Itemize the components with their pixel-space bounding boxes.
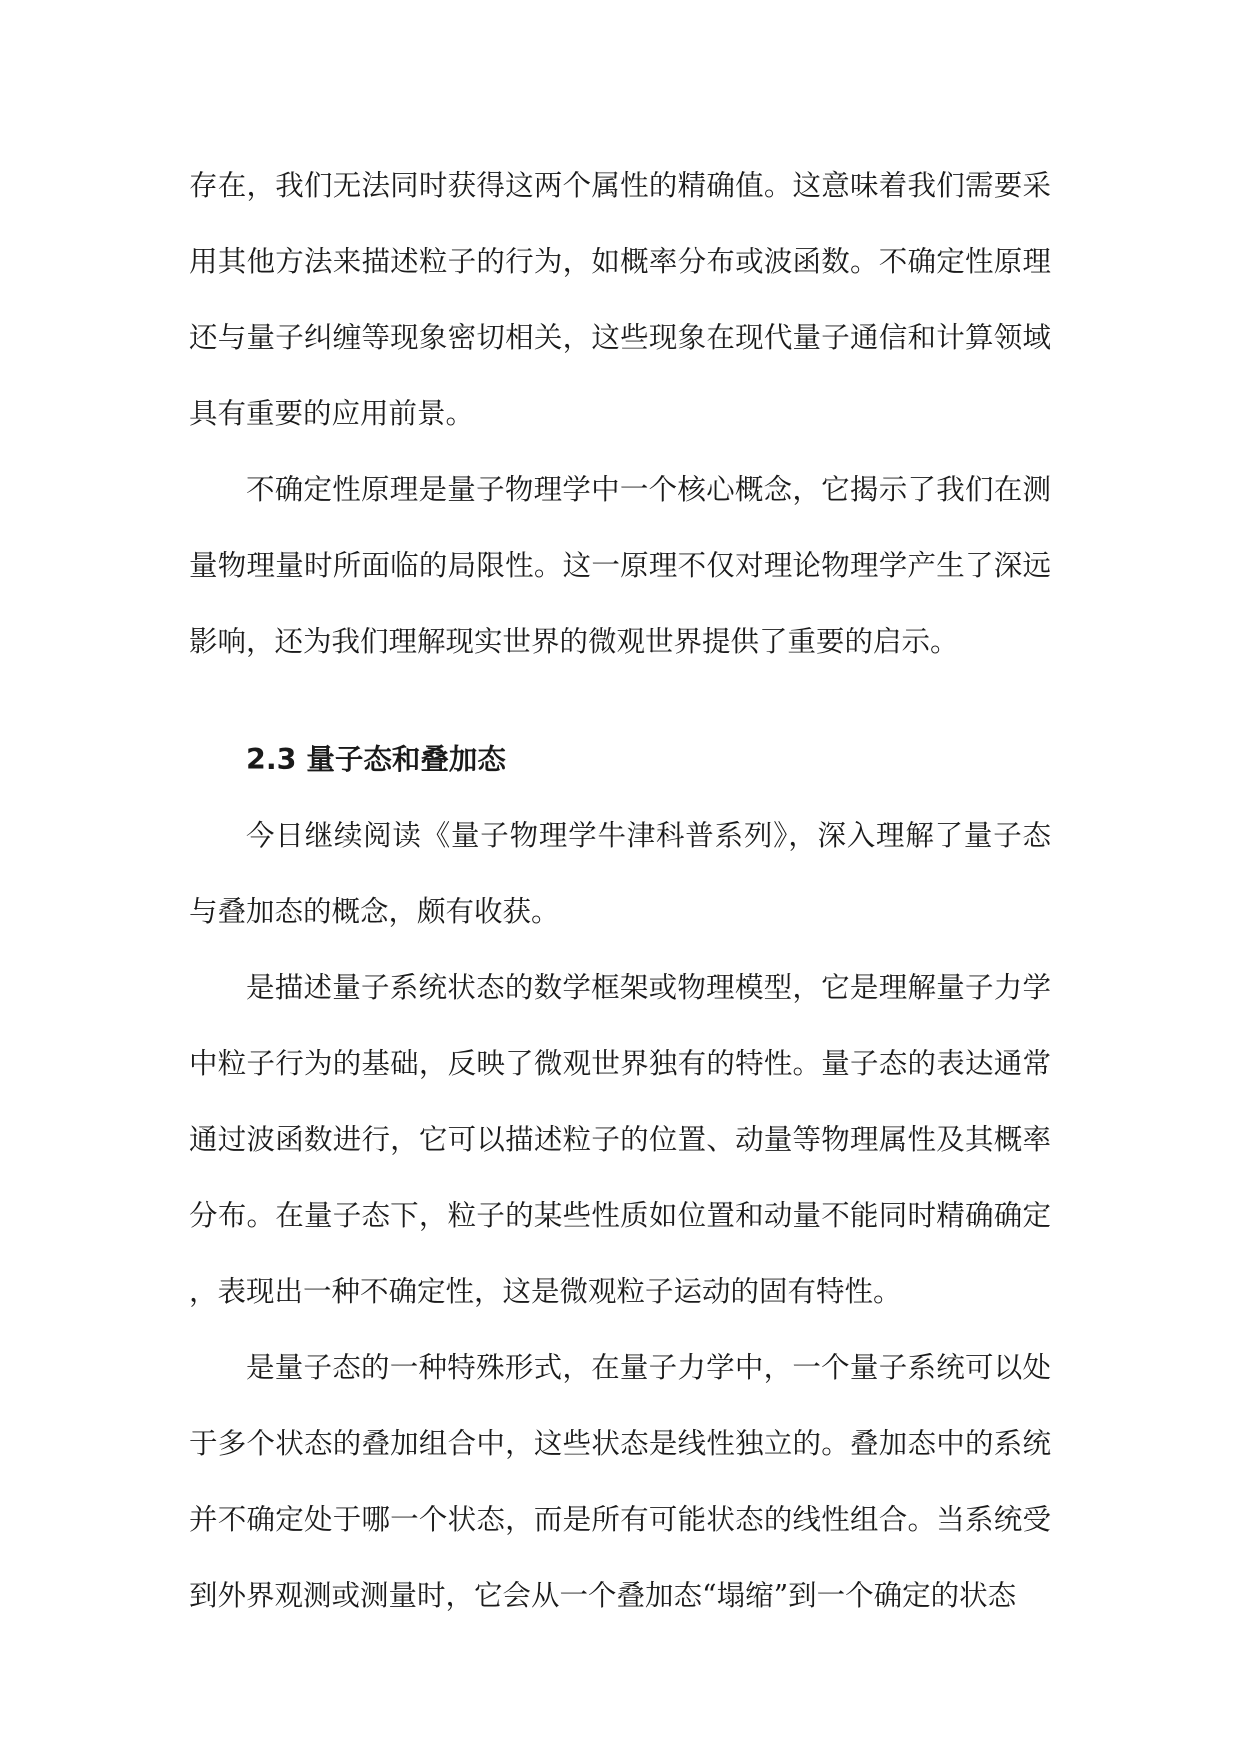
body-paragraph: 是描述量子系统状态的数学框架或物理模型，它是理解量子力学中粒子行为的基础，反映了微观世界独有的特性。量子态的表达通常通过波函数进行，它可以描述粒子的位置、动量等物理属性及其概率分布。在量子态下，粒子的某些性质如位置和动量不能同时精确确定，表现出一种不确定性，这是微观粒子运动的固有特性。 xyxy=(189,971,1051,1308)
section-spacer xyxy=(189,680,1051,722)
section-heading: 2.3 量子态和叠加态 xyxy=(246,743,506,776)
body-paragraph: 今日继续阅读《量子物理学牛津科普系列》，深入理解了量子态与叠加态的概念，颇有收获。 xyxy=(189,819,1051,928)
body-paragraph: 是量子态的一种特殊形式，在量子力学中，一个量子系统可以处于多个状态的叠加组合中，这些状态是线性独立的。叠加态中的系统并不确定处于哪一个状态，而是所有可能状态的线性组合。当系统受到外界观测或测量时，它会从一个叠加态“塌缩”到一个确定的状态 xyxy=(189,1351,1051,1612)
body-paragraph: 不确定性原理是量子物理学中一个核心概念，它揭示了我们在测量物理量时所面临的局限性。这一原理不仅对理论物理学产生了深远影响，还为我们理解现实世界的微观世界提供了重要的启示。 xyxy=(189,473,1051,658)
body-paragraph: 存在，我们无法同时获得这两个属性的精确值。这意味着我们需要采用其他方法来描述粒子的行为，如概率分布或波函数。不确定性原理还与量子纠缠等现象密切相关，这些现象在现代量子通信和计算领域具有重要的应用前景。 xyxy=(189,169,1051,430)
document-page xyxy=(189,148,1051,1634)
